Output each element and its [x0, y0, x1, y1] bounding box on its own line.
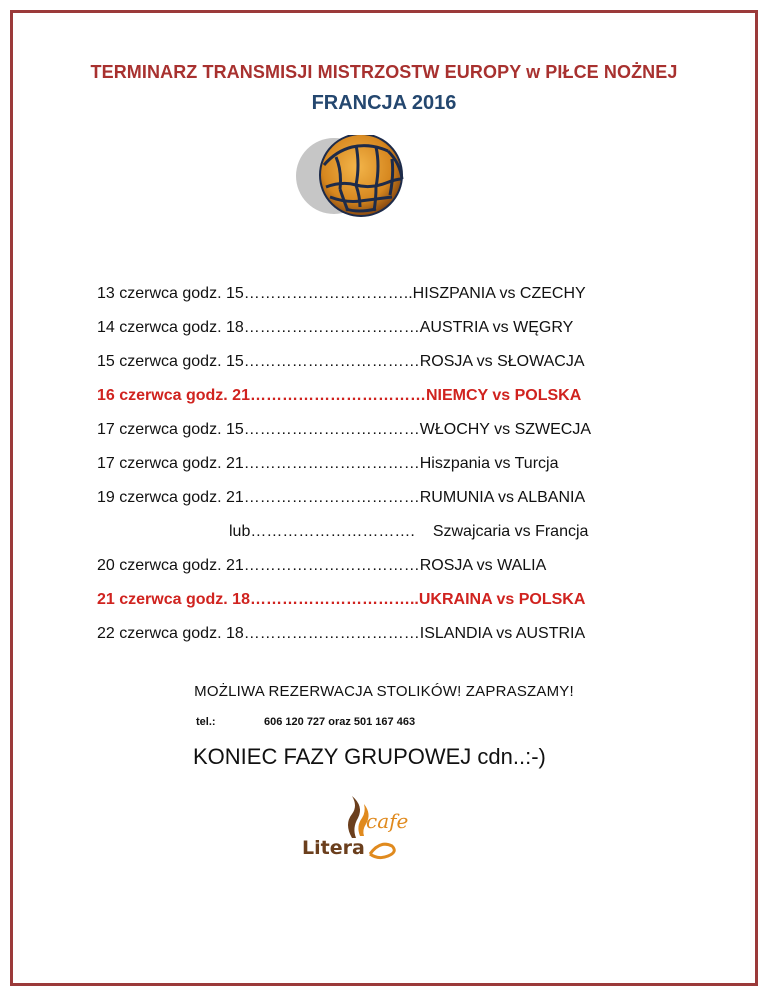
schedule-match: ISLANDIA vs AUSTRIA	[419, 625, 586, 642]
schedule-row	[97, 591, 585, 609]
phone-label: tel.:	[196, 716, 216, 728]
schedule-match: NIEMCY vs POLSKA	[425, 387, 582, 404]
schedule-date: 14 czerwca godz. 18	[97, 319, 244, 336]
svg-text:cafe: cafe	[366, 809, 409, 833]
schedule-match: Hiszpania vs Turcja	[419, 455, 559, 472]
schedule-dots: ……………………………	[243, 455, 420, 472]
schedule-date: 19 czerwca godz. 21	[97, 489, 244, 506]
schedule-match: Szwajcaria vs Francja	[432, 523, 589, 540]
schedule-dots: ……………………………	[249, 387, 426, 404]
schedule-dots: …………………………..	[243, 285, 413, 302]
schedule-date: 17 czerwca godz. 15	[97, 421, 244, 438]
football-icon	[296, 135, 416, 217]
schedule-date: lub	[229, 523, 251, 540]
schedule-dots: ………………………….	[250, 523, 415, 540]
schedule-dots: ……………………………	[243, 625, 420, 642]
schedule-date: 20 czerwca godz. 21	[97, 557, 244, 574]
schedule-row	[97, 285, 586, 303]
phone-numbers: 606 120 727 oraz 501 167 463	[264, 716, 416, 728]
schedule-dots: ……………………………	[243, 353, 420, 370]
schedule-dots: ……………………………	[243, 557, 420, 574]
schedule-match: WŁOCHY vs SZWECJA	[419, 421, 592, 438]
schedule-row	[97, 387, 581, 405]
schedule-row	[97, 625, 585, 643]
schedule-row	[97, 557, 546, 575]
schedule-row	[97, 455, 558, 473]
schedule-dots: …………………………..	[249, 591, 419, 608]
schedule-row	[97, 489, 585, 507]
litera-cafe-logo	[300, 796, 412, 862]
schedule-match: UKRAINA vs POLSKA	[418, 591, 586, 608]
schedule-match: RUMUNIA vs ALBANIA	[419, 489, 586, 506]
schedule-date: 17 czerwca godz. 21	[97, 455, 244, 472]
svg-text:Litera: Litera	[302, 837, 365, 859]
schedule-date: 16 czerwca godz. 21	[97, 387, 250, 404]
schedule-dots: ……………………………	[243, 421, 420, 438]
schedule-date: 22 czerwca godz. 18	[97, 625, 244, 642]
page-subtitle: FRANCJA 2016	[311, 92, 457, 114]
page-title: TERMINARZ TRANSMISJI MISTRZOSTW EUROPY w PIŁCE NOŻNEJ	[90, 62, 678, 82]
schedule-match: HISZPANIA vs CZECHY	[412, 285, 586, 302]
schedule-match: ROSJA vs WALIA	[419, 557, 547, 574]
schedule-row	[97, 353, 585, 371]
schedule-row	[97, 319, 573, 337]
schedule-dots: ……………………………	[243, 489, 420, 506]
schedule-dots: ……………………………	[243, 319, 420, 336]
schedule-date: 13 czerwca godz. 15	[97, 285, 244, 302]
schedule-row	[97, 421, 591, 439]
schedule-row	[229, 523, 588, 541]
reservation-notice: MOŻLIWA REZERWACJA STOLIKÓW! ZAPRASZAMY!	[194, 683, 574, 700]
schedule-date: 15 czerwca godz. 15	[97, 353, 244, 370]
schedule-match: ROSJA vs SŁOWACJA	[419, 353, 585, 370]
schedule-match: AUSTRIA vs WĘGRY	[419, 319, 574, 336]
schedule-date: 21 czerwca godz. 18	[97, 591, 250, 608]
footer-note: KONIEC FAZY GRUPOWEJ cdn..:-)	[193, 744, 546, 769]
